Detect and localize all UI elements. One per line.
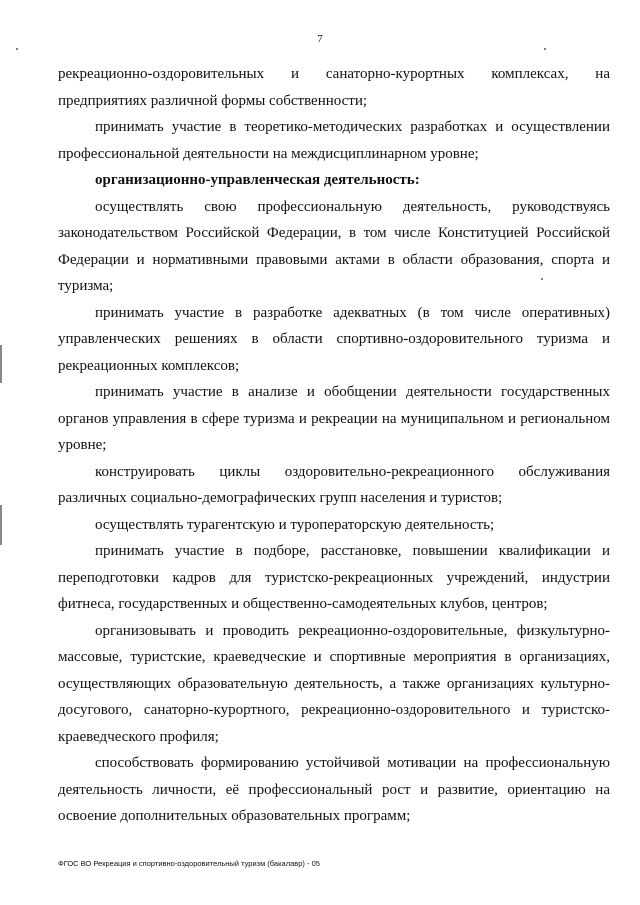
page-number: 7 bbox=[317, 33, 323, 45]
paragraph: способствовать формированию устойчивой мотивации на профессиональную деятельность личности, её профессиональный рост и развитие, ориентацию на освоение дополнительных образовательных программ; bbox=[58, 755, 610, 824]
paragraph: осуществлять турагентскую и туроператорскую деятельность; bbox=[95, 516, 495, 533]
paragraph: принимать участие в теоретико-методических разработках и осуществлении профессиональной деятельности на междисциплинарном уровне; bbox=[58, 119, 610, 162]
document-body bbox=[58, 61, 610, 830]
paragraph: рекреационно-оздоровительных и санаторно-курортных комплексах, на предприятиях различной формы собственности; bbox=[58, 66, 610, 109]
scan-edge-mark bbox=[0, 345, 2, 383]
scan-speck bbox=[544, 48, 546, 50]
paragraph: конструировать циклы оздоровительно-рекреационного обслуживания различных социально-демографических групп населения и туристов; bbox=[58, 463, 610, 506]
scan-edge-mark bbox=[0, 505, 2, 545]
section-heading: организационно-управленческая деятельность: bbox=[95, 172, 420, 188]
scan-speck bbox=[16, 48, 18, 50]
paragraph: осуществлять свою профессиональную деятельность, руководствуясь законодательством Российской Федерации, в том числе Конституцией Российской Федерации и нормативными правовыми актами в области образования, спорта и туризма; bbox=[58, 198, 610, 294]
paragraph: организовывать и проводить рекреационно-оздоровительные, физкультурно-массовые, туристские, краеведческие и спортивные мероприятия в организациях, осуществляющих образовательную деятельность, а также организациях культурно-досугового, санаторно-курортного, рекреационно-оздоровительного и туристско-краеведческого профиля; bbox=[58, 622, 610, 745]
page-footer: ФГОС ВО Рекреация и спортивно-оздоровительный туризм (бакалавр) - 05 bbox=[58, 859, 320, 868]
paragraph: принимать участие в подборе, расстановке, повышении квалификации и переподготовки кадров для туристско-рекреационных учреждений, индустрии фитнеса, государственных и общественно-самодеятельных клубов, центров; bbox=[58, 543, 610, 612]
paragraph: принимать участие в анализе и обобщении деятельности государственных органов управления в сфере туризма и рекреации на муниципальном и региональном уровне; bbox=[58, 384, 610, 453]
paragraph: принимать участие в разработке адекватных (в том числе оперативных) управленческих решениях в области спортивно-оздоровительного туризма и рекреационных комплексов; bbox=[58, 304, 610, 374]
